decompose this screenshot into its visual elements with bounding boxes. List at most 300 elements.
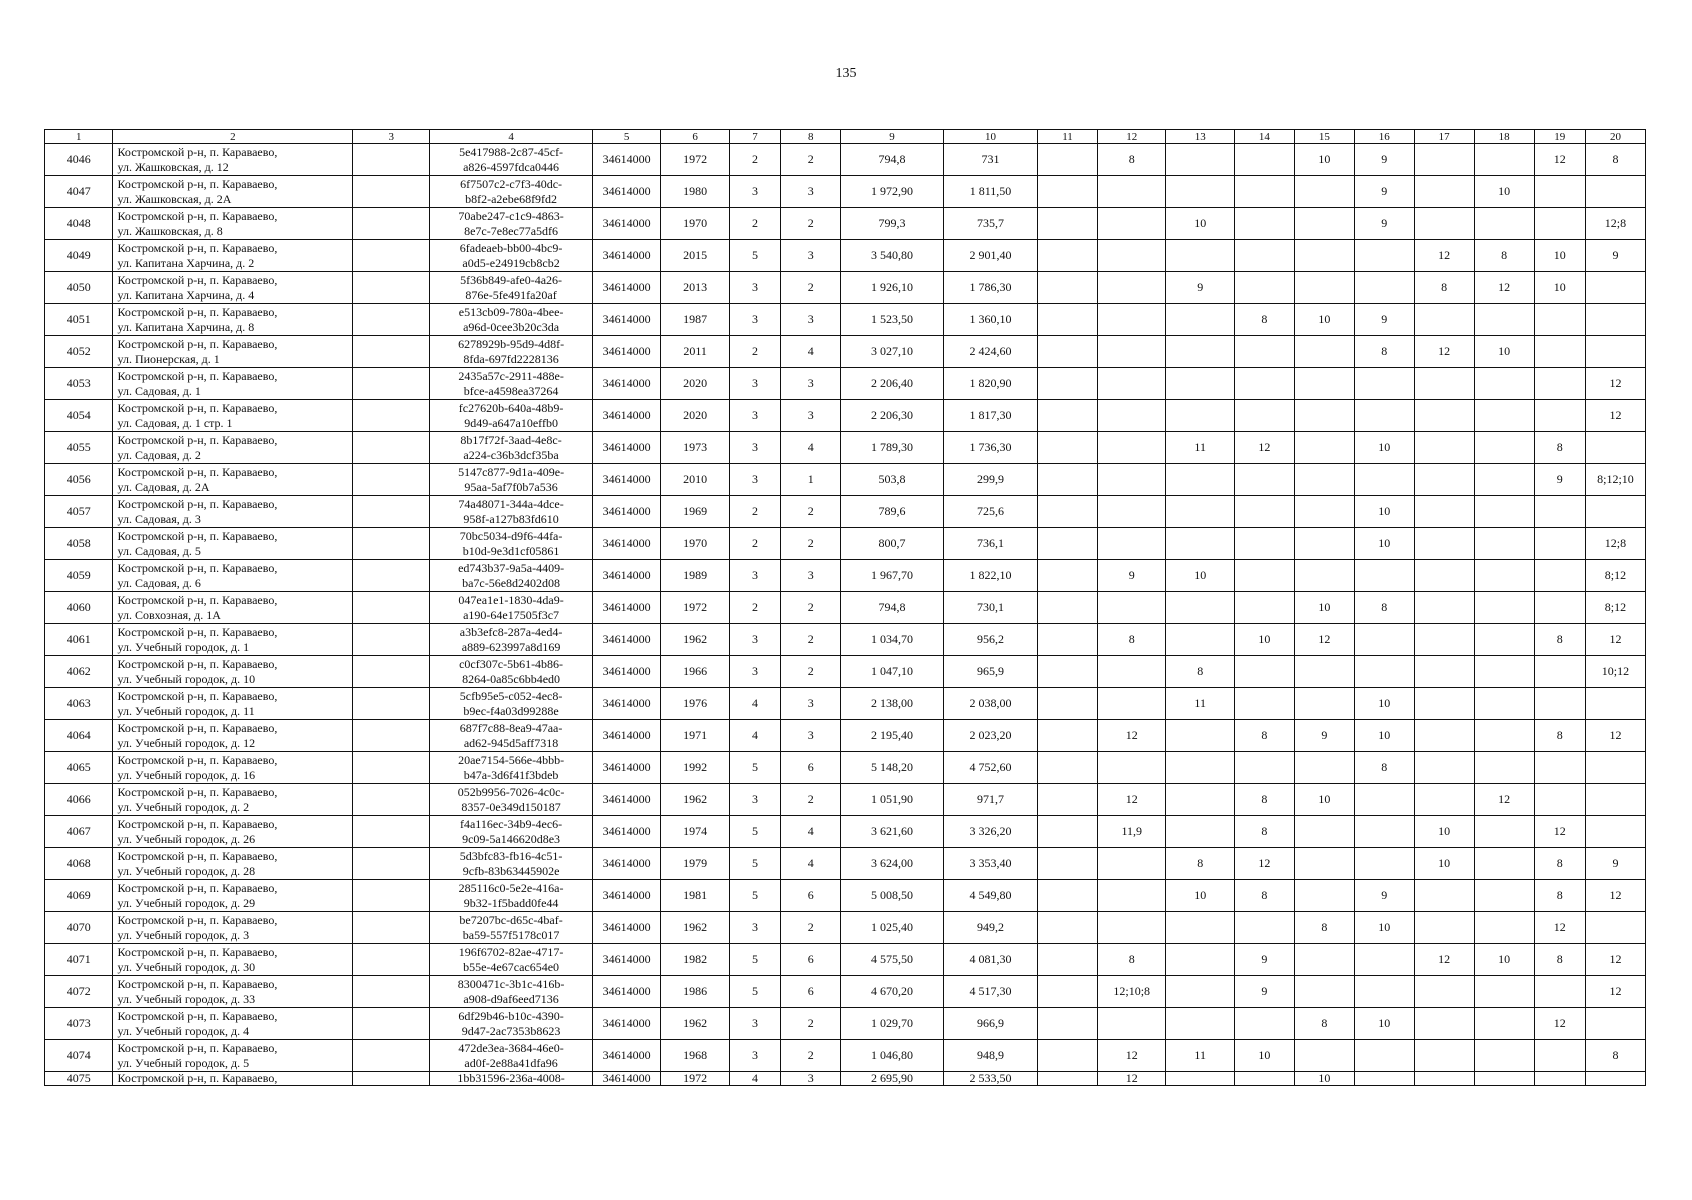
cell-col-5: 34614000 [592, 720, 660, 752]
cell-col-19 [1534, 656, 1585, 688]
fias-guid-cell [430, 1040, 593, 1072]
address-line-2: ул. Пионерская, д. 1 [117, 351, 220, 366]
guid-line-2: 9d49-a647a10effb0 [464, 415, 558, 430]
cell-col-3 [353, 272, 430, 304]
guid-line-2: 95aa-5af7f0b7a536 [464, 479, 558, 494]
cell-col-11 [1038, 1040, 1098, 1072]
cell-col-6: 2013 [661, 272, 729, 304]
cell-col-5: 34614000 [592, 976, 660, 1008]
cell-col-5: 34614000 [592, 240, 660, 272]
cell-col-18 [1474, 464, 1534, 496]
cell-col-18 [1474, 400, 1534, 432]
cell-col-9: 3 621,60 [841, 816, 944, 848]
cell-col-14 [1234, 144, 1294, 176]
cell-col-16: 10 [1354, 528, 1414, 560]
cell-col-12: 8 [1097, 144, 1165, 176]
cell-col-13 [1166, 1072, 1234, 1086]
cell-col-19 [1534, 784, 1585, 816]
cell-col-18 [1474, 976, 1534, 1008]
cell-col-3 [353, 784, 430, 816]
cell-col-20: 8;12 [1585, 592, 1645, 624]
guid-line-2: 9b32-1f5badd0fe44 [463, 895, 559, 910]
cell-col-9: 5 008,50 [841, 880, 944, 912]
cell-col-8: 2 [781, 656, 841, 688]
cell-col-20 [1585, 432, 1645, 464]
address-line-1: Костромской р-н, п. Караваево, [117, 880, 278, 895]
cell-col-15 [1294, 752, 1354, 784]
cell-col-16 [1354, 560, 1414, 592]
cell-col-16 [1354, 240, 1414, 272]
cell-col-13 [1166, 368, 1234, 400]
row-number-cell: 4049 [45, 240, 113, 272]
cell-col-15 [1294, 336, 1354, 368]
cell-col-17: 10 [1414, 816, 1474, 848]
cell-col-18: 10 [1474, 944, 1534, 976]
cell-col-19: 10 [1534, 240, 1585, 272]
address-cell [113, 528, 353, 560]
cell-col-11 [1038, 880, 1098, 912]
address-line-1: Костромской р-н, п. Караваево, [117, 208, 278, 223]
cell-col-13: 9 [1166, 272, 1234, 304]
cell-col-10: 4 752,60 [943, 752, 1037, 784]
cell-col-13 [1166, 1008, 1234, 1040]
cell-col-18 [1474, 752, 1534, 784]
cell-col-6: 1969 [661, 496, 729, 528]
table-row [45, 1008, 1646, 1040]
address-cell [113, 1040, 353, 1072]
cell-col-10: 1 820,90 [943, 368, 1037, 400]
cell-col-12: 8 [1097, 944, 1165, 976]
cell-col-11 [1038, 848, 1098, 880]
cell-col-20 [1585, 176, 1645, 208]
cell-col-10: 1 817,30 [943, 400, 1037, 432]
cell-col-10: 949,2 [943, 912, 1037, 944]
cell-col-20: 10;12 [1585, 656, 1645, 688]
cell-col-3 [353, 432, 430, 464]
cell-col-17: 8 [1414, 272, 1474, 304]
address-line-1: Костромской р-н, п. Караваево, [117, 944, 278, 959]
cell-col-17 [1414, 1008, 1474, 1040]
address-line-1: Костромской р-н, п. Караваево, [117, 976, 278, 991]
cell-col-7: 3 [729, 304, 780, 336]
cell-col-20: 12 [1585, 624, 1645, 656]
cell-col-10: 2 533,50 [943, 1072, 1037, 1086]
cell-col-9: 2 138,00 [841, 688, 944, 720]
table-row [45, 1072, 1646, 1086]
table-row [45, 144, 1646, 176]
address-line-1: Костромской р-н, п. Караваево, [117, 496, 278, 511]
table-row [45, 1040, 1646, 1072]
column-number-7: 7 [729, 130, 780, 144]
cell-col-3 [353, 240, 430, 272]
cell-col-3 [353, 208, 430, 240]
cell-col-11 [1038, 208, 1098, 240]
cell-col-8: 3 [781, 304, 841, 336]
column-number-13: 13 [1166, 130, 1234, 144]
cell-col-5: 34614000 [592, 688, 660, 720]
cell-col-17: 12 [1414, 336, 1474, 368]
address-line-2: ул. Учебный городок, д. 26 [117, 831, 256, 846]
cell-col-17 [1414, 560, 1474, 592]
cell-col-16: 10 [1354, 1008, 1414, 1040]
cell-col-5: 34614000 [592, 1040, 660, 1072]
cell-col-10: 1 786,30 [943, 272, 1037, 304]
address-line-2: ул. Садовая, д. 5 [117, 543, 201, 558]
guid-line-1: a3b3efc8-287a-4ed4- [459, 624, 563, 639]
table-row [45, 976, 1646, 1008]
address-cell [113, 176, 353, 208]
cell-col-15: 10 [1294, 144, 1354, 176]
address-cell [113, 368, 353, 400]
cell-col-14 [1234, 656, 1294, 688]
address-cell [113, 336, 353, 368]
cell-col-5: 34614000 [592, 368, 660, 400]
cell-col-5: 34614000 [592, 784, 660, 816]
cell-col-10: 2 038,00 [943, 688, 1037, 720]
cell-col-19: 8 [1534, 720, 1585, 752]
cell-col-12 [1097, 496, 1165, 528]
fias-guid-cell [430, 848, 593, 880]
cell-col-5: 34614000 [592, 1072, 660, 1086]
cell-col-7: 5 [729, 816, 780, 848]
cell-col-15 [1294, 432, 1354, 464]
table-row [45, 272, 1646, 304]
cell-col-5: 34614000 [592, 912, 660, 944]
cell-col-11 [1038, 368, 1098, 400]
cell-col-13: 10 [1166, 560, 1234, 592]
cell-col-11 [1038, 656, 1098, 688]
cell-col-15: 10 [1294, 784, 1354, 816]
cell-col-19 [1534, 592, 1585, 624]
address-cell [113, 848, 353, 880]
cell-col-18 [1474, 688, 1534, 720]
cell-col-3 [353, 752, 430, 784]
cell-col-11 [1038, 976, 1098, 1008]
cell-col-5: 34614000 [592, 336, 660, 368]
address-cell [113, 816, 353, 848]
cell-col-20: 8 [1585, 1040, 1645, 1072]
cell-col-10: 725,6 [943, 496, 1037, 528]
cell-col-13 [1166, 400, 1234, 432]
cell-col-17 [1414, 656, 1474, 688]
row-number-cell: 4046 [45, 144, 113, 176]
cell-col-10: 736,1 [943, 528, 1037, 560]
cell-col-18 [1474, 1040, 1534, 1072]
cell-col-20 [1585, 336, 1645, 368]
page-number: 135 [835, 66, 857, 81]
row-number-cell: 4067 [45, 816, 113, 848]
address-cell [113, 976, 353, 1008]
fias-guid-cell [430, 144, 593, 176]
cell-col-15 [1294, 656, 1354, 688]
cell-col-5: 34614000 [592, 144, 660, 176]
cell-col-6: 1973 [661, 432, 729, 464]
cell-col-7: 5 [729, 240, 780, 272]
cell-col-12 [1097, 880, 1165, 912]
cell-col-9: 789,6 [841, 496, 944, 528]
column-number-row [45, 130, 1646, 144]
cell-col-15 [1294, 272, 1354, 304]
cell-col-8: 3 [781, 176, 841, 208]
cell-col-14 [1234, 528, 1294, 560]
guid-line-2: a0d5-e24919cb8cb2 [462, 255, 560, 270]
cell-col-19: 12 [1534, 1008, 1585, 1040]
cell-col-15 [1294, 464, 1354, 496]
cell-col-20 [1585, 784, 1645, 816]
cell-col-16 [1354, 944, 1414, 976]
cell-col-14 [1234, 400, 1294, 432]
cell-col-11 [1038, 496, 1098, 528]
cell-col-7: 5 [729, 880, 780, 912]
cell-col-5: 34614000 [592, 464, 660, 496]
cell-col-6: 1971 [661, 720, 729, 752]
cell-col-14 [1234, 368, 1294, 400]
address-line-2: ул. Учебный городок, д. 11 [117, 703, 255, 718]
cell-col-13: 10 [1166, 208, 1234, 240]
cell-col-7: 4 [729, 720, 780, 752]
cell-col-19: 8 [1534, 880, 1585, 912]
cell-col-15 [1294, 528, 1354, 560]
cell-col-9: 1 972,90 [841, 176, 944, 208]
cell-col-7: 2 [729, 208, 780, 240]
cell-col-20: 12;8 [1585, 208, 1645, 240]
cell-col-10: 1 822,10 [943, 560, 1037, 592]
cell-col-12 [1097, 176, 1165, 208]
cell-col-8: 2 [781, 912, 841, 944]
cell-col-19 [1534, 528, 1585, 560]
cell-col-7: 3 [729, 1008, 780, 1040]
cell-col-15: 10 [1294, 304, 1354, 336]
column-number-12: 12 [1097, 130, 1165, 144]
cell-col-18 [1474, 720, 1534, 752]
table-row [45, 880, 1646, 912]
cell-col-15 [1294, 976, 1354, 1008]
cell-col-7: 3 [729, 1040, 780, 1072]
fias-guid-cell [430, 176, 593, 208]
cell-col-18: 8 [1474, 240, 1534, 272]
column-number-18: 18 [1474, 130, 1534, 144]
cell-col-14 [1234, 688, 1294, 720]
guid-line-1: 1bb31596-236a-4008- [457, 1071, 565, 1085]
fias-guid-cell [430, 912, 593, 944]
cell-col-20 [1585, 304, 1645, 336]
cell-col-19 [1534, 976, 1585, 1008]
cell-col-3 [353, 912, 430, 944]
cell-col-18 [1474, 1008, 1534, 1040]
column-number-10: 10 [943, 130, 1037, 144]
row-number-cell: 4057 [45, 496, 113, 528]
cell-col-8: 2 [781, 144, 841, 176]
cell-col-17 [1414, 464, 1474, 496]
address-cell [113, 656, 353, 688]
table-row [45, 240, 1646, 272]
cell-col-10: 730,1 [943, 592, 1037, 624]
column-number-17: 17 [1414, 130, 1474, 144]
column-number-4: 4 [430, 130, 593, 144]
cell-col-10: 731 [943, 144, 1037, 176]
cell-col-20: 12;8 [1585, 528, 1645, 560]
cell-col-6: 1972 [661, 1072, 729, 1086]
cell-col-10: 1 811,50 [943, 176, 1037, 208]
guid-line-1: 6f7507c2-c7f3-40dc- [460, 176, 563, 191]
cell-col-16: 10 [1354, 912, 1414, 944]
cell-col-14 [1234, 1072, 1294, 1086]
cell-col-15: 9 [1294, 720, 1354, 752]
column-number-19: 19 [1534, 130, 1585, 144]
cell-col-20 [1585, 496, 1645, 528]
cell-col-11 [1038, 688, 1098, 720]
cell-col-12 [1097, 432, 1165, 464]
cell-col-6: 2020 [661, 400, 729, 432]
table-row [45, 304, 1646, 336]
cell-col-15 [1294, 944, 1354, 976]
cell-col-15: 10 [1294, 592, 1354, 624]
cell-col-14 [1234, 592, 1294, 624]
cell-col-20: 9 [1585, 240, 1645, 272]
cell-col-5: 34614000 [592, 400, 660, 432]
address-line-1: Костромской р-н, п. Караваево, [117, 1040, 278, 1055]
fias-guid-cell [430, 688, 593, 720]
cell-col-18 [1474, 432, 1534, 464]
address-line-1: Костромской р-н, п. Караваево, [117, 1008, 278, 1023]
cell-col-17 [1414, 624, 1474, 656]
cell-col-3 [353, 144, 430, 176]
address-line-1: Костромской р-н, п. Караваево, [117, 272, 278, 287]
cell-col-19: 10 [1534, 272, 1585, 304]
cell-col-20: 12 [1585, 976, 1645, 1008]
column-number-9: 9 [841, 130, 944, 144]
cell-col-20: 12 [1585, 368, 1645, 400]
cell-col-8: 2 [781, 1008, 841, 1040]
table-row [45, 816, 1646, 848]
cell-col-11 [1038, 912, 1098, 944]
cell-col-17 [1414, 528, 1474, 560]
address-line-2: ул. Садовая, д. 2 [117, 447, 201, 462]
column-number-14: 14 [1234, 130, 1294, 144]
column-number-20: 20 [1585, 130, 1645, 144]
column-number-5: 5 [592, 130, 660, 144]
cell-col-3 [353, 304, 430, 336]
cell-col-8: 2 [781, 528, 841, 560]
cell-col-13: 8 [1166, 848, 1234, 880]
cell-col-18: 12 [1474, 272, 1534, 304]
fias-guid-cell [430, 1072, 593, 1086]
cell-col-18 [1474, 816, 1534, 848]
address-cell [113, 400, 353, 432]
cell-col-14: 10 [1234, 1040, 1294, 1072]
guid-line-2: a96d-0cee3b20c3da [463, 319, 560, 334]
cell-col-13 [1166, 304, 1234, 336]
fias-guid-cell [430, 720, 593, 752]
cell-col-12 [1097, 528, 1165, 560]
cell-col-10: 1 360,10 [943, 304, 1037, 336]
cell-col-6: 1962 [661, 1008, 729, 1040]
cell-col-7: 5 [729, 752, 780, 784]
cell-col-18 [1474, 880, 1534, 912]
cell-col-6: 1986 [661, 976, 729, 1008]
row-number-cell: 4061 [45, 624, 113, 656]
cell-col-13 [1166, 464, 1234, 496]
cell-col-9: 1 046,80 [841, 1040, 944, 1072]
cell-col-3 [353, 1008, 430, 1040]
cell-col-18 [1474, 208, 1534, 240]
fias-guid-cell [430, 1008, 593, 1040]
cell-col-14: 8 [1234, 304, 1294, 336]
cell-col-12: 11,9 [1097, 816, 1165, 848]
cell-col-6: 1970 [661, 208, 729, 240]
address-line-2: ул. Учебный городок, д. 2 [117, 799, 250, 814]
fias-guid-cell [430, 208, 593, 240]
address-line-1: Костромской р-н, п. Караваево, [117, 624, 278, 639]
cell-col-8: 4 [781, 336, 841, 368]
cell-col-3 [353, 1072, 430, 1086]
guid-line-1: 8b17f72f-3aad-4e8c- [460, 432, 562, 447]
cell-col-14: 9 [1234, 944, 1294, 976]
cell-col-17 [1414, 720, 1474, 752]
guid-line-1: 472de3ea-3684-46e0- [458, 1040, 564, 1055]
row-number-cell: 4075 [45, 1072, 113, 1086]
cell-col-13: 11 [1166, 1040, 1234, 1072]
guid-line-2: ba7c-56e8d2402d08 [462, 575, 561, 590]
cell-col-9: 2 206,30 [841, 400, 944, 432]
cell-col-18: 10 [1474, 176, 1534, 208]
address-line-1: Костромской р-н, п. Караваево, [117, 656, 278, 671]
row-number-cell: 4047 [45, 176, 113, 208]
table-row [45, 496, 1646, 528]
address-cell [113, 496, 353, 528]
cell-col-5: 34614000 [592, 752, 660, 784]
cell-col-10: 1 736,30 [943, 432, 1037, 464]
cell-col-13: 11 [1166, 688, 1234, 720]
fias-guid-cell [430, 880, 593, 912]
cell-col-16: 10 [1354, 496, 1414, 528]
cell-col-15 [1294, 208, 1354, 240]
table-row [45, 560, 1646, 592]
guid-line-2: bfce-a4598ea37264 [463, 383, 559, 398]
cell-col-19 [1534, 336, 1585, 368]
row-number-cell: 4062 [45, 656, 113, 688]
address-cell [113, 624, 353, 656]
column-number-15: 15 [1294, 130, 1354, 144]
cell-col-19: 12 [1534, 912, 1585, 944]
row-number-cell: 4048 [45, 208, 113, 240]
cell-col-6: 2011 [661, 336, 729, 368]
cell-col-17: 12 [1414, 240, 1474, 272]
cell-col-3 [353, 688, 430, 720]
cell-col-13 [1166, 976, 1234, 1008]
address-cell [113, 880, 353, 912]
cell-col-16: 8 [1354, 752, 1414, 784]
cell-col-11 [1038, 720, 1098, 752]
cell-col-11 [1038, 304, 1098, 336]
address-line-2: ул. Учебный городок, д. 30 [117, 959, 256, 974]
cell-col-17 [1414, 976, 1474, 1008]
cell-col-12 [1097, 848, 1165, 880]
cell-col-9: 1 926,10 [841, 272, 944, 304]
cell-col-9: 1 025,40 [841, 912, 944, 944]
cell-col-19 [1534, 208, 1585, 240]
guid-line-2: 958f-a127b83fd610 [463, 511, 559, 526]
address-cell [113, 464, 353, 496]
address-line-2: ул. Капитана Харчина, д. 4 [117, 287, 255, 302]
cell-col-16 [1354, 1072, 1414, 1086]
address-line-2: ул. Садовая, д. 6 [117, 575, 201, 590]
cell-col-17 [1414, 688, 1474, 720]
cell-col-12: 12 [1097, 1072, 1165, 1086]
cell-col-6: 1976 [661, 688, 729, 720]
table-row [45, 784, 1646, 816]
guid-line-1: 6278929b-95d9-4d8f- [458, 336, 565, 351]
